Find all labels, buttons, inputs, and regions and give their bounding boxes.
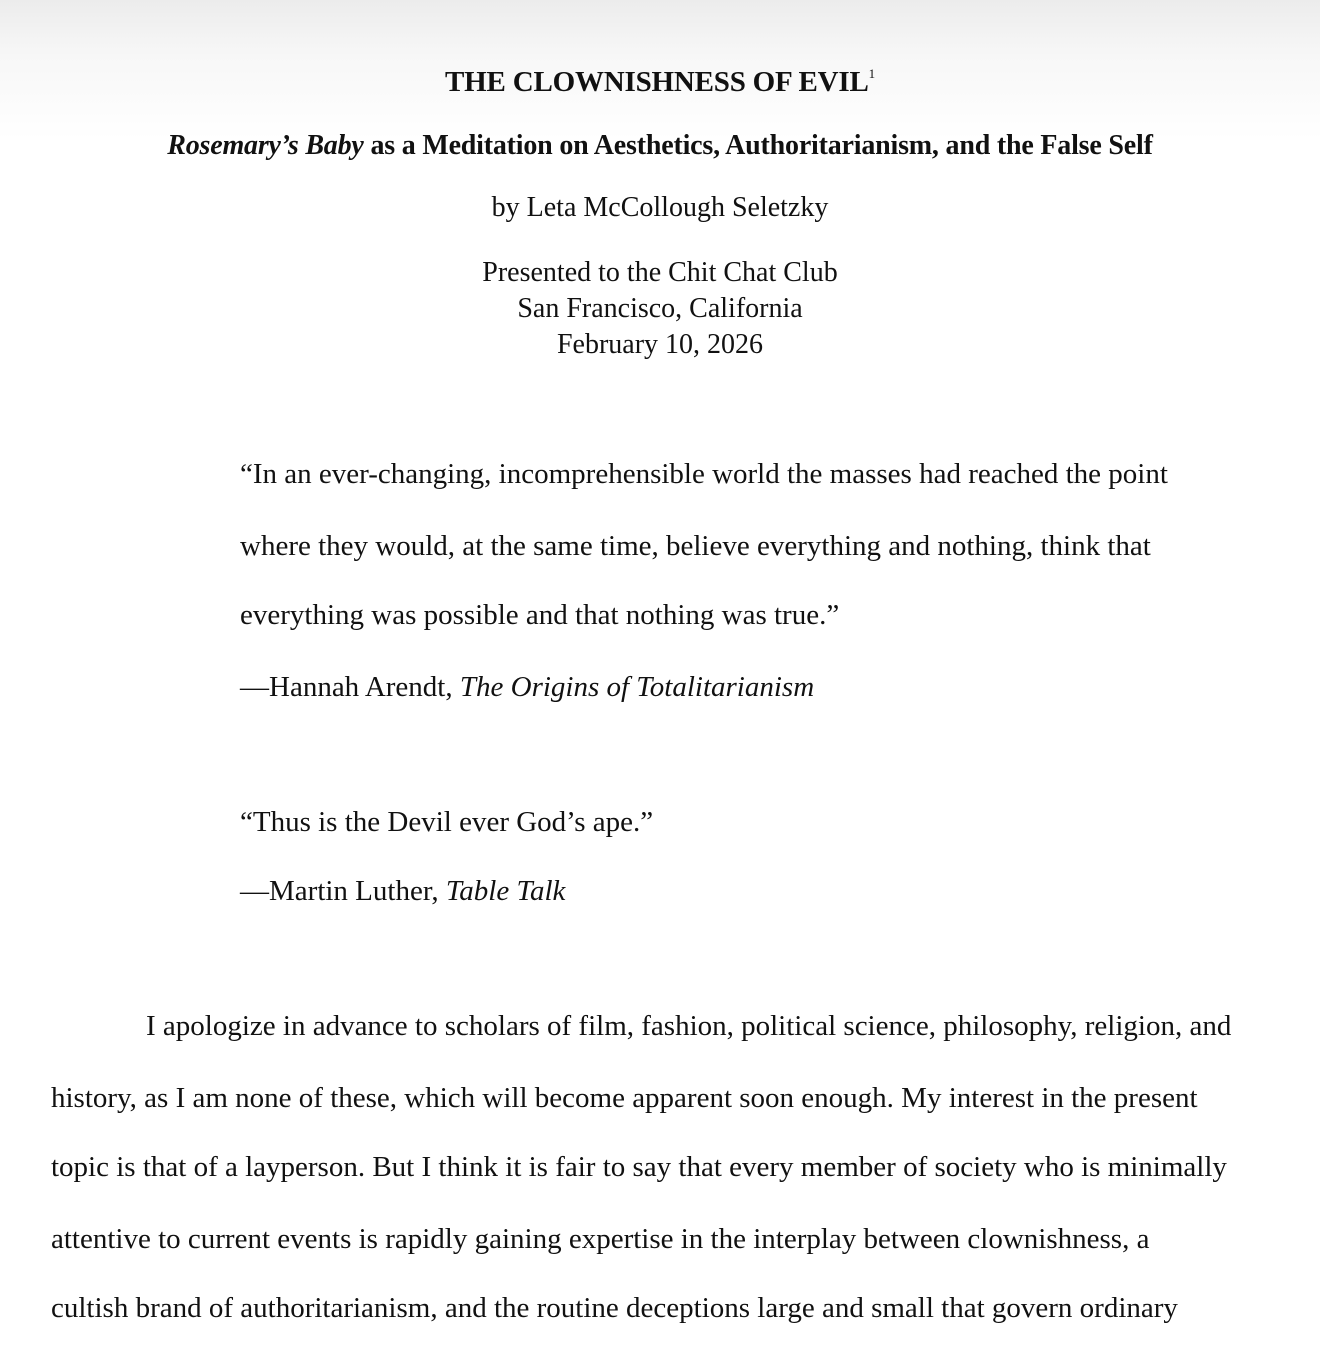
author-byline: by Leta McCollough Seletzky xyxy=(491,192,829,223)
attribution-work: The Origins of Totalitarianism xyxy=(459,671,815,703)
epigraph-line: everything was possible and that nothing was true.” xyxy=(240,599,840,631)
epigraph-line: where they would, at the same time, believe everything and nothing, think that xyxy=(240,530,1151,562)
paragraph-line: topic is that of a layperson. But I think it is fair to say that every member of society who is minimally xyxy=(51,1151,1227,1183)
subtitle-rest: as a Meditation on Aesthetics, Authoritarianism, and the False Self xyxy=(363,130,1153,161)
venue-line: Presented to the Chit Chat Club xyxy=(482,257,838,288)
attribution-author: —Hannah Arendt, xyxy=(240,671,460,703)
subtitle-film-title: Rosemary’s Baby xyxy=(167,130,364,161)
location-line: San Francisco, California xyxy=(517,293,803,324)
epigraph-attribution xyxy=(240,875,565,908)
attribution-work: Table Talk xyxy=(445,875,566,907)
paragraph-line: I apologize in advance to scholars of film, fashion, political science, philosophy, religion, and xyxy=(146,1010,1232,1042)
epigraph-line: “In an ever-changing, incomprehensible world the masses had reached the point xyxy=(240,458,1168,490)
paragraph-line: cultish brand of authoritarianism, and the routine deceptions large and small that govern ordinary xyxy=(51,1292,1178,1324)
presentation-info xyxy=(0,255,1320,363)
footnote-marker[interactable]: 1 xyxy=(868,66,875,82)
attribution-author: —Martin Luther, xyxy=(240,875,446,907)
epigraph-attribution xyxy=(240,671,814,704)
paragraph-line: attentive to current events is rapidly gaining expertise in the interplay between clownishness, a xyxy=(51,1223,1150,1255)
document-title xyxy=(0,66,1320,99)
paragraph-line: history, as I am none of these, which will become apparent soon enough. My interest in the present xyxy=(51,1082,1198,1114)
document-subtitle xyxy=(0,130,1320,162)
title-text: THE CLOWNISHNESS OF EVIL xyxy=(445,66,869,98)
epigraph-line: “Thus is the Devil ever God’s ape.” xyxy=(240,806,654,838)
date-line: February 10, 2026 xyxy=(556,329,764,360)
